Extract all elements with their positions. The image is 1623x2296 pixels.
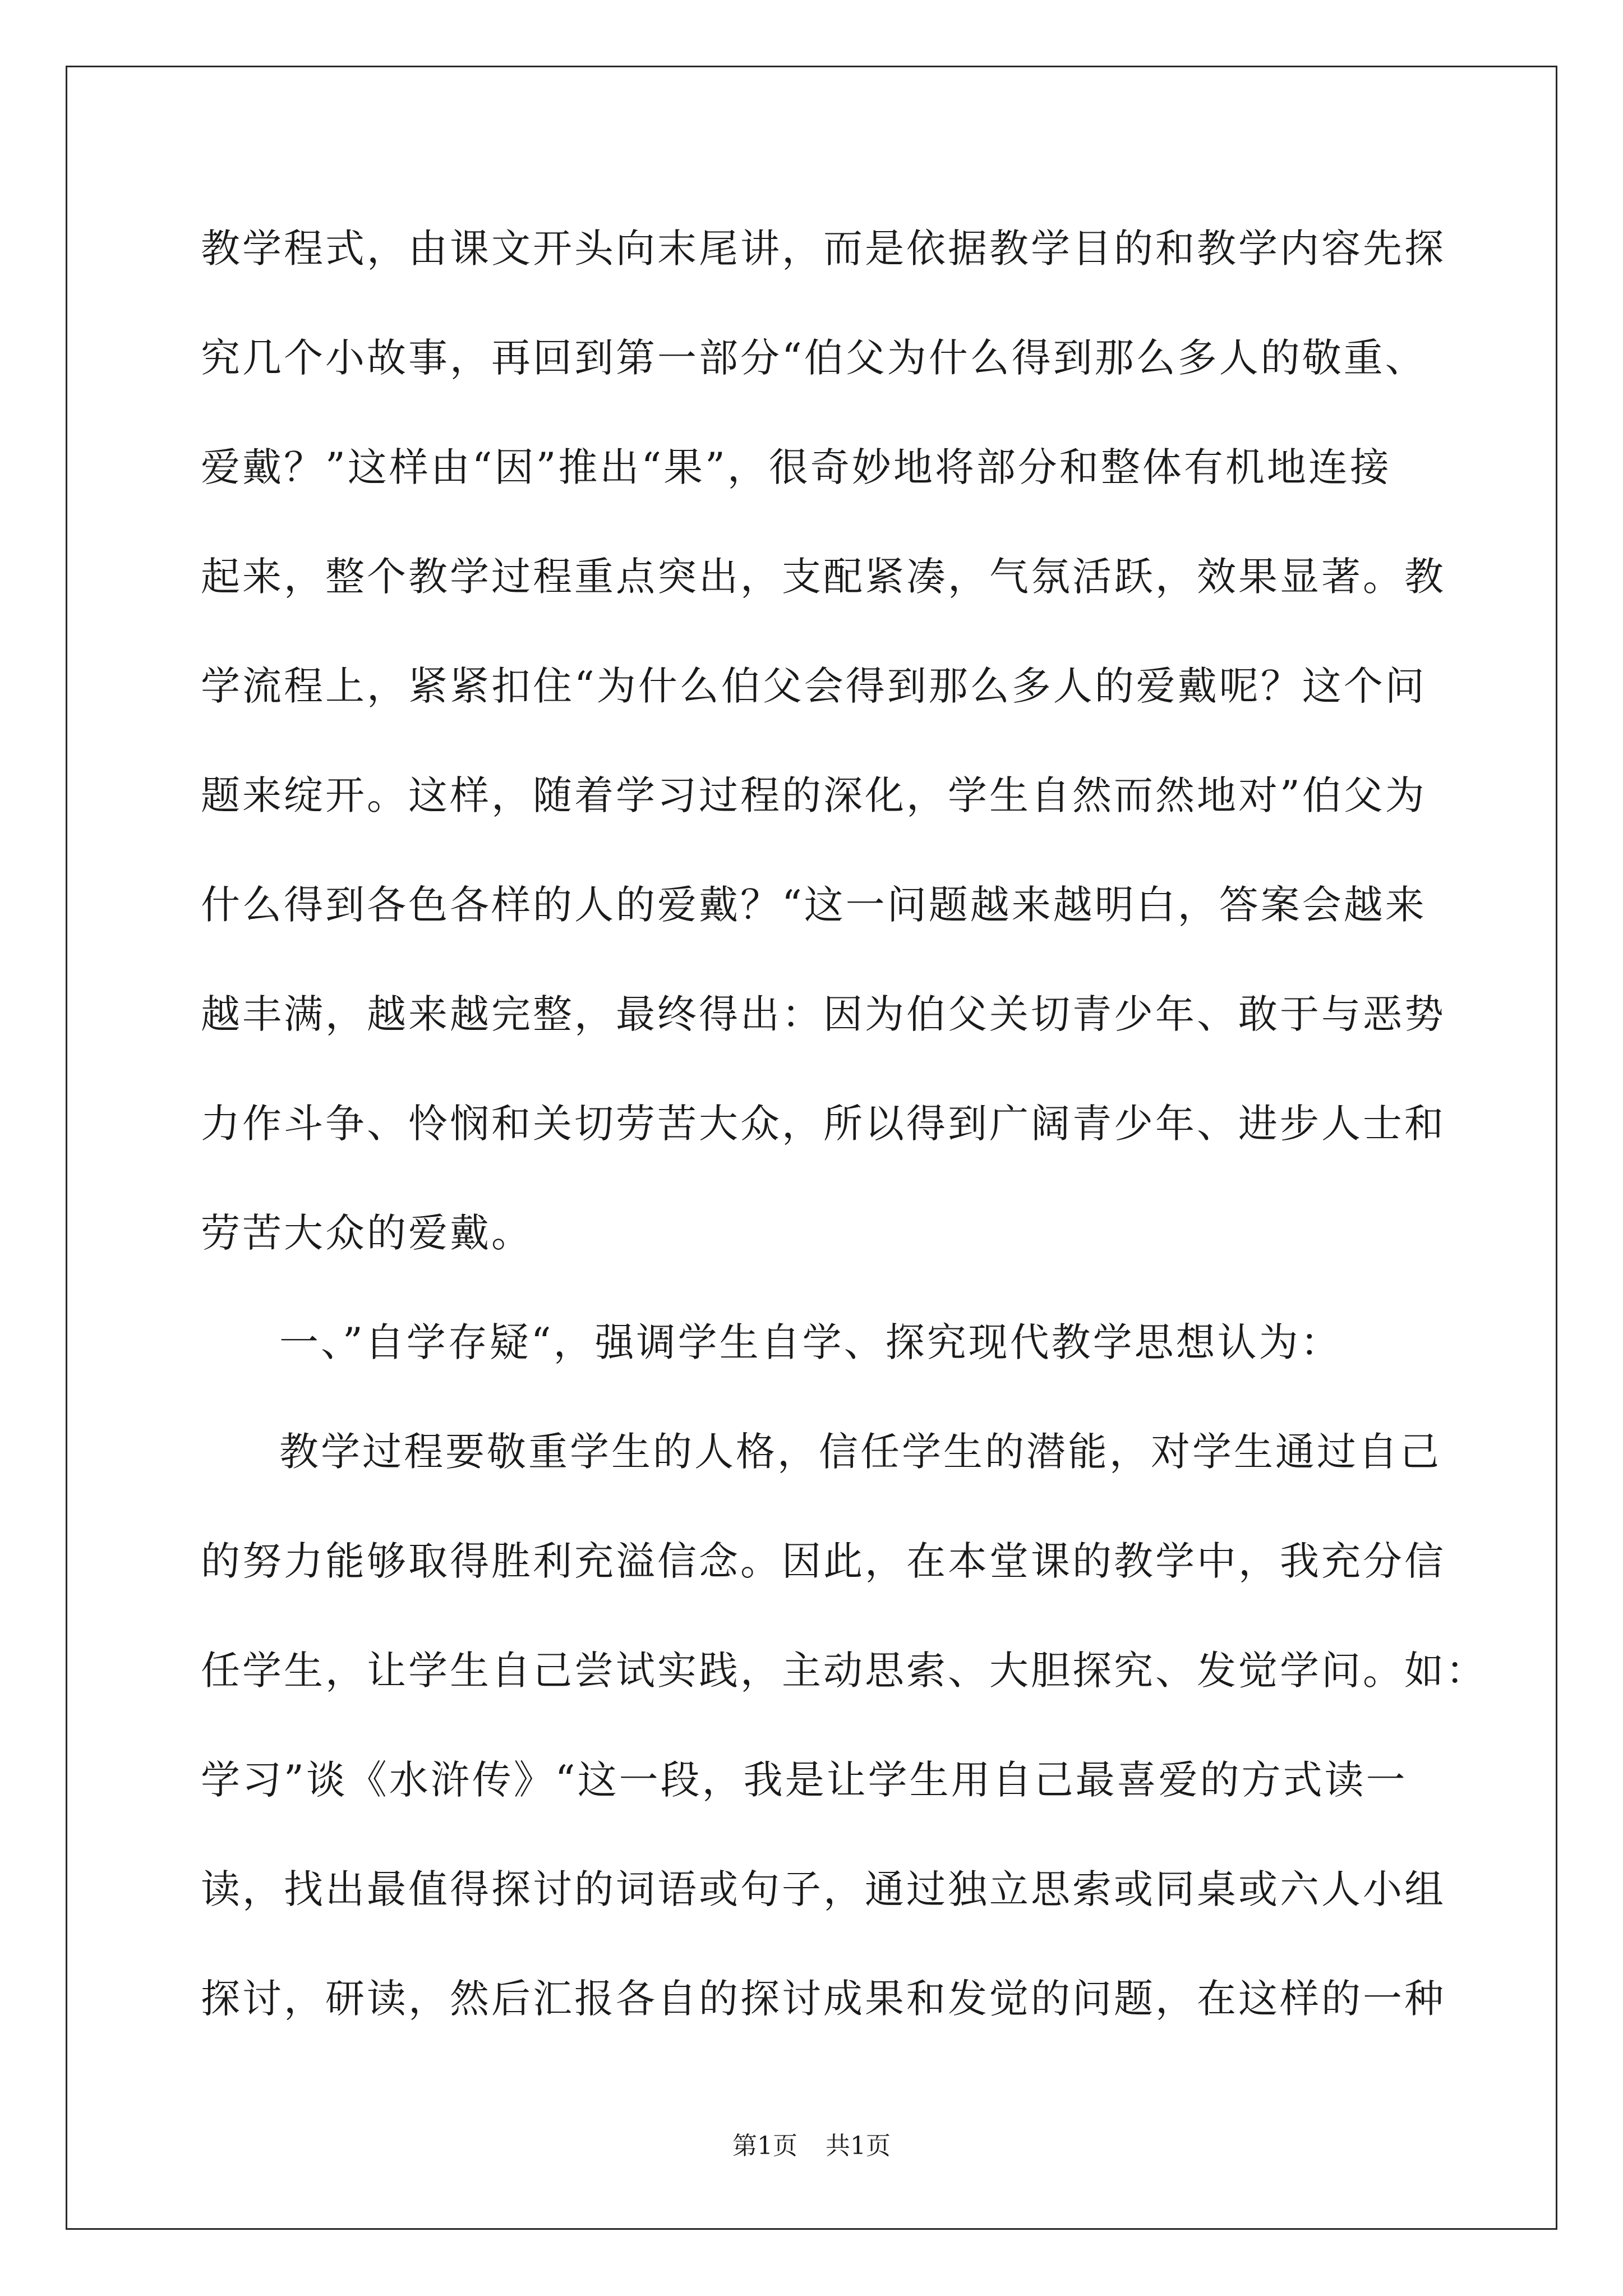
section-heading: 一、”自学存疑“，强调学生自学、探究现代教学思想认为：: [279, 1319, 1342, 1365]
page-footer: [0, 2131, 1623, 2162]
text-line-5: 学流程上，紧紧扣住“为什么伯父会得到那么多人的爱戴呢？这个问: [201, 663, 1427, 709]
text-line-17: 探讨，研读，然后汇报各自的探讨成果和发觉的问题，在这样的一种: [201, 1976, 1446, 2022]
text-line-4: 起来，整个教学过程重点突出，支配紧凑，气氛活跃，效果显著。教: [201, 554, 1446, 600]
text-line-8: 越丰满，越来越完整，最终得出：因为伯父关切青少年、敢于与恶势: [201, 991, 1446, 1037]
text-line-12: 教学过程要敬重学生的人格，信任学生的潜能，对学生通过自己: [279, 1429, 1441, 1475]
text-line-6: 题来绽开。这样，随着学习过程的深化，学生自然而然地对”伯父为: [201, 772, 1427, 818]
page-total: 共1页: [826, 2132, 891, 2160]
text-line-2: 究几个小故事，再回到第一部分“伯父为什么得到那么多人的敬重、: [201, 335, 1427, 381]
text-line-9: 力作斗争、怜悯和关切劳苦大众，所以得到广阔青少年、进步人士和: [201, 1101, 1446, 1147]
text-line-3: 爱戴？”这样由“因”推出“果”，很奇妙地将部分和整体有机地连接: [201, 444, 1391, 490]
text-line-15: 学习”谈《水浒传》“这一段，我是让学生用自己最喜爱的方式读一: [201, 1757, 1408, 1803]
text-line-10: 劳苦大众的爱戴。: [201, 1210, 533, 1256]
page-number: 第1页: [732, 2132, 797, 2160]
text-line-1: 教学程式，由课文开头向末尾讲，而是依据教学目的和教学内容先探: [201, 226, 1446, 272]
text-line-7: 什么得到各色各样的人的爱戴？“这一问题越来越明白，答案会越来: [201, 882, 1427, 928]
text-line-13: 的努力能够取得胜利充溢信念。因此，在本堂课的教学中，我充分信: [201, 1538, 1446, 1584]
text-line-16: 读，找出最值得探讨的词语或句子，通过独立思索或同桌或六人小组: [201, 1866, 1446, 1912]
text-line-14: 任学生，让学生自己尝试实践，主动思索、大胆探究、发觉学问。如：: [201, 1648, 1487, 1694]
